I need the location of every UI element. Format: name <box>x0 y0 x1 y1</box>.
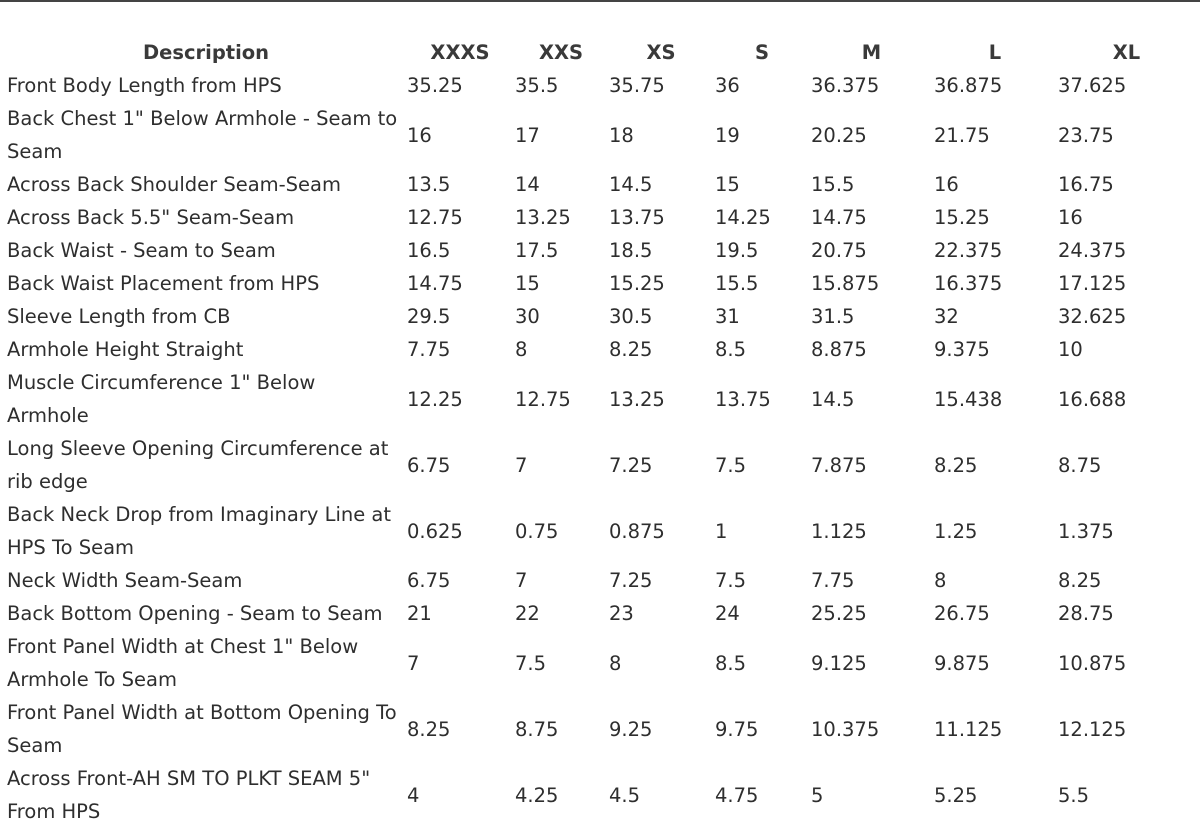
measurement-value: 14.25 <box>715 206 771 229</box>
measurement-value: 8.25 <box>609 338 653 361</box>
measurement-value: 30 <box>515 305 540 328</box>
measurement-value: 7.25 <box>609 453 653 477</box>
measurement-value: 7.5 <box>715 569 747 592</box>
measurement-value: 20.25 <box>811 123 867 147</box>
top-divider <box>0 0 1200 2</box>
table-row <box>5 267 1195 300</box>
table-row <box>5 234 1195 267</box>
measurement-description: Back Bottom Opening - Seam to Seam <box>7 602 383 625</box>
measurement-value: 29.5 <box>407 305 451 328</box>
measurement-value: 35.5 <box>515 74 559 97</box>
measurement-value: 7.75 <box>407 338 451 361</box>
measurement-value: 1 <box>715 519 728 543</box>
size-chart-body <box>5 69 1195 828</box>
measurement-value: 6.75 <box>407 569 451 592</box>
measurement-value: 31 <box>715 305 740 328</box>
measurement-value: 18 <box>609 123 634 147</box>
measurement-value: 14 <box>515 173 540 196</box>
measurement-value: 32 <box>934 305 959 328</box>
table-row <box>5 498 1195 564</box>
measurement-value: 35.75 <box>609 74 665 97</box>
measurement-value: 16.75 <box>1058 173 1114 196</box>
measurement-value: 1.25 <box>934 519 978 543</box>
measurement-value: 15.875 <box>811 272 880 295</box>
measurement-value: 0.75 <box>515 519 559 543</box>
measurement-value: 8 <box>515 338 528 361</box>
measurement-description: Back Neck Drop from Imaginary Line at HPS To Seam <box>7 503 392 559</box>
column-header-description: Description <box>142 41 270 64</box>
header-row <box>5 37 1195 69</box>
measurement-value: 32.625 <box>1058 305 1127 328</box>
measurement-value: 23 <box>609 602 634 625</box>
measurement-value: 13.25 <box>609 387 665 411</box>
measurement-value: 8.75 <box>515 717 559 741</box>
measurement-value: 7 <box>407 651 420 675</box>
table-row <box>5 201 1195 234</box>
measurement-description: Armhole Height Straight <box>7 338 244 361</box>
column-header-size-xxxs: XXXS <box>430 41 490 64</box>
table-row <box>5 696 1195 762</box>
measurement-value: 22 <box>515 602 540 625</box>
table-row <box>5 333 1195 366</box>
measurement-value: 36.875 <box>934 74 1003 97</box>
measurement-value: 10.375 <box>811 717 880 741</box>
size-chart-header <box>5 37 1195 69</box>
table-row <box>5 597 1195 630</box>
column-header-size-s: S <box>754 41 770 64</box>
measurement-value: 7.5 <box>715 453 747 477</box>
measurement-value: 7.25 <box>609 569 653 592</box>
measurement-value: 19 <box>715 123 740 147</box>
measurement-value: 5 <box>811 783 824 807</box>
measurement-value: 0.625 <box>407 519 463 543</box>
measurement-value: 14.5 <box>811 387 855 411</box>
measurement-description: Across Front-AH SM TO PLKT SEAM 5" From HPS <box>7 767 371 823</box>
measurement-value: 37.625 <box>1058 74 1127 97</box>
measurement-value: 16.5 <box>407 239 451 262</box>
measurement-value: 5.5 <box>1058 783 1090 807</box>
measurement-value: 8.5 <box>715 338 747 361</box>
measurement-value: 15.438 <box>934 387 1003 411</box>
measurement-value: 4.5 <box>609 783 641 807</box>
measurement-value: 17 <box>515 123 540 147</box>
measurement-value: 16 <box>407 123 432 147</box>
measurement-value: 21.75 <box>934 123 990 147</box>
measurement-value: 5.25 <box>934 783 978 807</box>
table-row <box>5 300 1195 333</box>
measurement-value: 24 <box>715 602 740 625</box>
measurement-description: Neck Width Seam-Seam <box>7 569 243 592</box>
measurement-value: 14.75 <box>407 272 463 295</box>
measurement-value: 8.25 <box>407 717 451 741</box>
measurement-value: 10.875 <box>1058 651 1127 675</box>
measurement-value: 15 <box>715 173 740 196</box>
measurement-value: 16.375 <box>934 272 1003 295</box>
measurement-value: 17.5 <box>515 239 559 262</box>
measurement-value: 8.875 <box>811 338 867 361</box>
measurement-value: 24.375 <box>1058 239 1127 262</box>
measurement-value: 14.75 <box>811 206 867 229</box>
measurement-value: 9.875 <box>934 651 990 675</box>
measurement-value: 7.875 <box>811 453 867 477</box>
measurement-description: Across Back Shoulder Seam-Seam <box>7 173 342 196</box>
measurement-value: 11.125 <box>934 717 1003 741</box>
measurement-value: 15.5 <box>715 272 759 295</box>
table-row <box>5 432 1195 498</box>
measurement-value: 23.75 <box>1058 123 1114 147</box>
measurement-value: 19.5 <box>715 239 759 262</box>
measurement-value: 15.25 <box>609 272 665 295</box>
measurement-value: 16 <box>934 173 959 196</box>
measurement-value: 15.5 <box>811 173 855 196</box>
measurement-value: 30.5 <box>609 305 653 328</box>
measurement-value: 9.375 <box>934 338 990 361</box>
column-header-size-xxs: XXS <box>538 41 584 64</box>
table-row <box>5 102 1195 168</box>
measurement-value: 8.25 <box>934 453 978 477</box>
measurement-value: 26.75 <box>934 602 990 625</box>
measurement-value: 18.5 <box>609 239 653 262</box>
measurement-value: 7 <box>515 569 528 592</box>
measurement-value: 15 <box>515 272 540 295</box>
measurement-description: Front Panel Width at Chest 1" Below Armhole To Seam <box>7 635 359 691</box>
measurement-value: 7.75 <box>811 569 855 592</box>
measurement-value: 25.25 <box>811 602 867 625</box>
table-row <box>5 366 1195 432</box>
measurement-value: 10 <box>1058 338 1083 361</box>
measurement-value: 13.5 <box>407 173 451 196</box>
measurement-value: 9.125 <box>811 651 867 675</box>
measurement-value: 12.25 <box>407 387 463 411</box>
table-row <box>5 564 1195 597</box>
measurement-value: 36.375 <box>811 74 880 97</box>
measurement-value: 21 <box>407 602 432 625</box>
measurement-value: 9.25 <box>609 717 653 741</box>
table-row <box>5 168 1195 201</box>
measurement-value: 9.75 <box>715 717 759 741</box>
measurement-value: 8 <box>609 651 622 675</box>
measurement-value: 1.125 <box>811 519 867 543</box>
table-row <box>5 762 1195 828</box>
table-row <box>5 630 1195 696</box>
measurement-value: 12.125 <box>1058 717 1127 741</box>
measurement-value: 16.688 <box>1058 387 1127 411</box>
size-chart-table <box>5 37 1195 828</box>
measurement-description: Muscle Circumference 1" Below Armhole <box>7 371 316 427</box>
measurement-value: 7 <box>515 453 528 477</box>
measurement-value: 4.75 <box>715 783 759 807</box>
measurement-value: 12.75 <box>515 387 571 411</box>
measurement-value: 15.25 <box>934 206 990 229</box>
measurement-value: 36 <box>715 74 740 97</box>
measurement-value: 28.75 <box>1058 602 1114 625</box>
measurement-value: 6.75 <box>407 453 451 477</box>
measurement-value: 8.75 <box>1058 453 1102 477</box>
measurement-description: Back Chest 1" Below Armhole - Seam to Seam <box>7 107 398 163</box>
measurement-value: 4.25 <box>515 783 559 807</box>
measurement-description: Back Waist Placement from HPS <box>7 272 320 295</box>
measurement-value: 4 <box>407 783 420 807</box>
measurement-value: 31.5 <box>811 305 855 328</box>
measurement-description: Across Back 5.5" Seam-Seam <box>7 206 295 229</box>
column-header-size-xs: XS <box>646 41 676 64</box>
column-header-size-xl: XL <box>1112 41 1141 64</box>
measurement-value: 22.375 <box>934 239 1003 262</box>
column-header-size-l: L <box>988 41 1002 64</box>
measurement-value: 0.875 <box>609 519 665 543</box>
measurement-value: 17.125 <box>1058 272 1127 295</box>
measurement-value: 8.5 <box>715 651 747 675</box>
measurement-value: 1.375 <box>1058 519 1114 543</box>
measurement-value: 13.25 <box>515 206 571 229</box>
measurement-value: 12.75 <box>407 206 463 229</box>
measurement-description: Back Waist - Seam to Seam <box>7 239 276 262</box>
measurement-value: 7.5 <box>515 651 547 675</box>
measurement-description: Long Sleeve Opening Circumference at rib edge <box>7 437 389 493</box>
measurement-value: 35.25 <box>407 74 463 97</box>
measurement-value: 16 <box>1058 206 1083 229</box>
measurement-value: 14.5 <box>609 173 653 196</box>
measurement-value: 13.75 <box>715 387 771 411</box>
measurement-description: Front Body Length from HPS <box>7 74 282 97</box>
column-header-size-m: M <box>861 41 882 64</box>
measurement-description: Front Panel Width at Bottom Opening To Seam <box>7 701 397 757</box>
measurement-description: Sleeve Length from CB <box>7 305 231 328</box>
measurement-value: 8.25 <box>1058 569 1102 592</box>
measurement-value: 20.75 <box>811 239 867 262</box>
measurement-value: 13.75 <box>609 206 665 229</box>
table-row <box>5 69 1195 102</box>
measurement-value: 8 <box>934 569 947 592</box>
